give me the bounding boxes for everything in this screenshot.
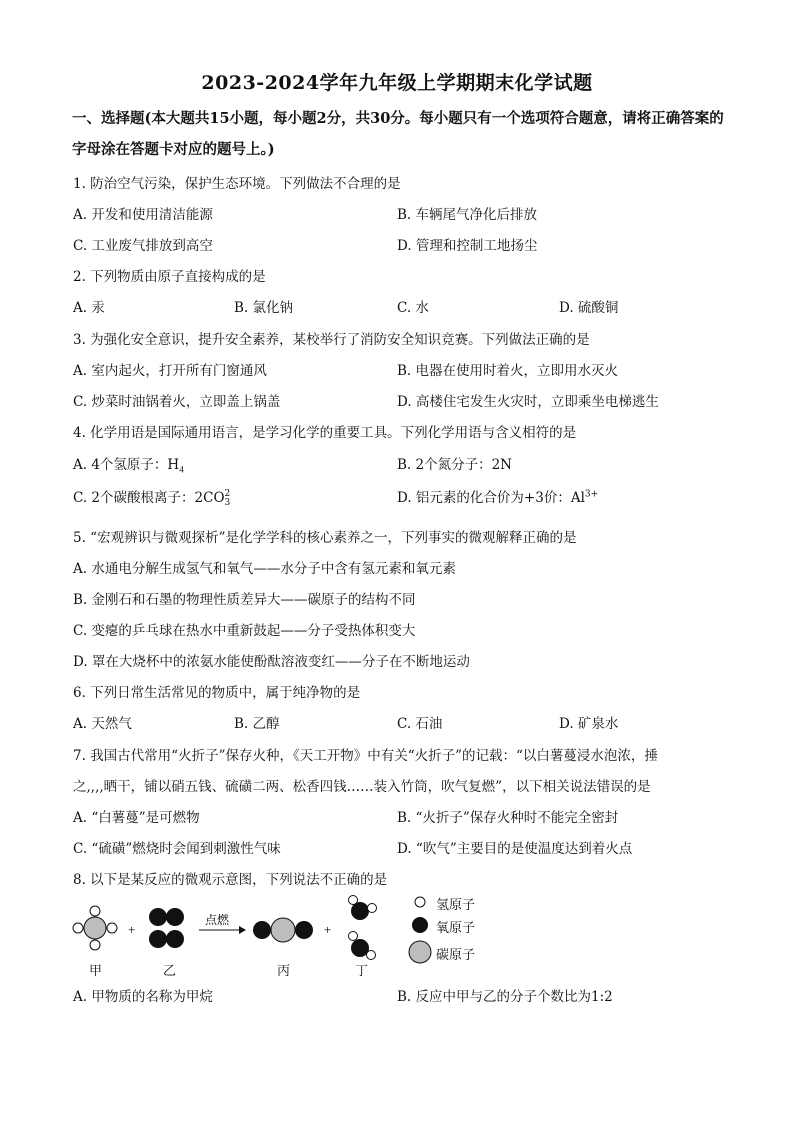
molecule-carbon-dioxide: [253, 918, 313, 942]
hydrogen-atom: [349, 932, 358, 941]
arrowhead-icon: [239, 926, 246, 934]
oxygen-atom: [295, 921, 313, 939]
label-yi: 乙: [163, 964, 177, 979]
q4-option-c: [73, 486, 230, 508]
q3-option-b: B. 电器在使用时着火，立即用水灭火: [397, 363, 619, 379]
q7-option-a: A. “白薯蔓”是可燃物: [73, 810, 200, 826]
q5-option-b: B. 金刚石和石墨的物理性质差异大——碳原子的结构不同: [73, 592, 416, 608]
q6-option-b: B. 乙醇: [234, 716, 280, 732]
q7-option-b: B. “火折子”保存火种时不能完全密封: [397, 810, 619, 826]
q1-option-c: C. 工业废气排放到高空: [73, 238, 213, 254]
question-8-stem: 8. 以下是某反应的微观示意图，下列说法不正确的是: [73, 872, 388, 888]
q6-option-c: C. 石油: [397, 716, 443, 732]
q4-option-c-charge: 2: [224, 488, 231, 499]
hydrogen-atom: [349, 896, 358, 905]
q7-option-c: C. “硫磺”燃烧时会闻到刺激性气味: [73, 841, 281, 857]
question-2-stem: 2. 下列物质由原子直接构成的是: [73, 269, 266, 285]
q3-option-c: C. 炒菜时油锅着火，立即盖上锅盖: [73, 394, 281, 410]
q7-option-d: D. “吹气”主要目的是使温度达到着火点: [397, 841, 633, 857]
legend-oxygen-label: 氧原子: [436, 921, 476, 936]
reaction-condition: 点燃: [205, 913, 230, 927]
q4-option-a-text: A. 4个氢原子：H: [73, 457, 180, 473]
oxygen-atom: [149, 908, 167, 926]
q4-option-a: [73, 453, 184, 475]
q6-option-d: D. 矿泉水: [559, 716, 619, 732]
legend-hydrogen-swatch: [415, 897, 425, 907]
carbon-atom: [84, 917, 106, 939]
q4-option-d: [397, 486, 598, 506]
label-jia: 甲: [89, 964, 103, 979]
hydrogen-atom: [107, 923, 117, 933]
legend-carbon-swatch: [409, 941, 431, 963]
q4-option-b: B. 2个氮分子：2N: [397, 457, 512, 473]
question-1-stem: 1. 防治空气污染，保护生态环境。下列做法不合理的是: [73, 176, 401, 192]
atom-legend: [408, 893, 528, 971]
q3-option-d: D. 高楼住宅发生火灾时，立即乘坐电梯逃生: [397, 394, 659, 410]
carbon-atom: [271, 918, 295, 942]
q2-option-a: A. 汞: [73, 300, 105, 316]
molecule-water-pair: [349, 896, 377, 960]
question-3-stem: 3. 为强化安全意识，提升安全素养，某校举行了消防安全知识竞赛。下列做法正确的是: [73, 332, 590, 348]
hydrogen-atom: [90, 906, 100, 916]
q1-option-d: D. 管理和控制工地扬尘: [397, 238, 538, 254]
molecule-oxygen-pair: [149, 908, 184, 948]
label-bing: 丙: [277, 964, 291, 979]
q6-option-a: A. 天然气: [73, 716, 132, 732]
question-7-stem-line-2: 之,,,,晒干，铺以硝五钱、硫磺二两、松香四钱……装入竹筒，吹气复燃”，以下相关说法错误的是: [73, 779, 651, 795]
hydrogen-atom: [368, 904, 377, 913]
question-7-stem-line-1: 7. 我国古代常用“火折子”保存火种，《天工开物》中有关“火折子”的记载：“以白薯蔓浸水泡浓，捶: [73, 748, 658, 764]
q5-option-c: C. 变瘪的乒乓球在热水中重新鼓起——分子受热体积变大: [73, 623, 416, 639]
legend-oxygen-swatch: [412, 917, 428, 933]
plus-sign: +: [128, 922, 136, 937]
q1-option-a: A. 开发和使用清洁能源: [73, 207, 213, 223]
q3-option-a: A. 室内起火，打开所有门窗通风: [73, 363, 267, 379]
legend-hydrogen-label: 氢原子: [436, 898, 476, 913]
legend-swatches: [408, 893, 438, 971]
oxygen-atom: [166, 930, 184, 948]
question-6-stem: 6. 下列日常生活常见的物质中，属于纯净物的是: [73, 685, 361, 701]
hydrogen-atom: [73, 923, 83, 933]
q2-option-d: D. 硫酸铜: [559, 300, 619, 316]
q4-option-a-subscript: 4: [179, 464, 184, 475]
q8-option-a: A. 甲物质的名称为甲烷: [73, 989, 213, 1005]
q1-option-b: B. 车辆尾气净化后排放: [397, 207, 538, 223]
hydrogen-atom: [367, 951, 376, 960]
q5-option-d: D. 罩在大烧杯中的浓氨水能使酚酞溶液变红——分子在不断地运动: [73, 654, 470, 670]
q4-option-d-text: D. 铝元素的化合价为+3价：Al: [397, 490, 585, 506]
molecule-methane: [73, 906, 117, 950]
section-heading: 一、选择题(本大题共15小题，每小题2分，共30分。每小题只有一个选项符合题意，请将正确答案的字母涂在答题卡对应的题号上。): [72, 110, 724, 158]
page-title: 2023-2024学年九年级上学期期末化学试题: [201, 72, 593, 94]
q2-option-c: C. 水: [397, 300, 429, 316]
q5-option-a: A. 水通电分解生成氢气和氧气——水分子中含有氢元素和氧元素: [73, 561, 456, 577]
plus-sign: +: [324, 922, 332, 937]
question-5-stem: 5. “宏观辨识与微观探析”是化学学科的核心素养之一，下列事实的微观解释正确的是: [73, 530, 577, 546]
q4-option-c-subscript: 3: [224, 497, 231, 508]
q2-option-b: B. 氯化钠: [234, 300, 294, 316]
oxygen-atom: [149, 930, 167, 948]
label-ding: 丁: [355, 964, 369, 979]
question-4-stem: 4. 化学用语是国际通用语言，是学习化学的重要工具。下列化学用语与含义相符的是: [73, 425, 577, 441]
q4-option-c-text: C. 2个碳酸根离子：2CO: [73, 490, 225, 506]
q8-option-b: B. 反应中甲与乙的分子个数比为1:2: [397, 989, 613, 1005]
oxygen-atom: [166, 908, 184, 926]
hydrogen-atom: [90, 940, 100, 950]
oxygen-atom: [253, 921, 271, 939]
q4-option-d-charge: 3+: [584, 489, 599, 500]
legend-carbon-label: 碳原子: [436, 948, 476, 963]
